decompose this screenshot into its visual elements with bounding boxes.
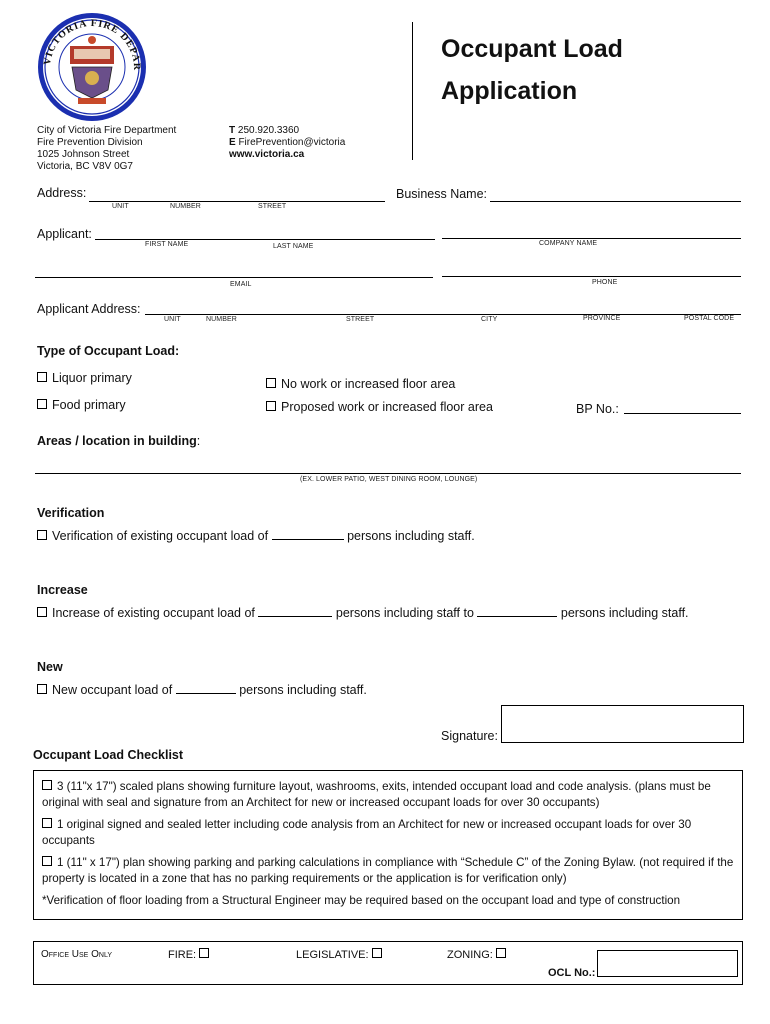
address-field[interactable] bbox=[89, 201, 385, 202]
bp-number-label: BP No.: bbox=[576, 402, 619, 416]
checklist-box bbox=[33, 770, 743, 920]
company-name-caption: COMPANY NAME bbox=[539, 240, 598, 247]
new-load-post-text: persons including staff. bbox=[239, 683, 367, 697]
no-work-option[interactable] bbox=[266, 377, 455, 391]
phone-label: T bbox=[229, 125, 236, 136]
areas-example-caption: (EX. LOWER PATIO, WEST DINING ROOM, LOUNGE) bbox=[300, 476, 478, 483]
header-divider bbox=[412, 22, 413, 160]
email-label: E bbox=[229, 137, 236, 148]
applicant-address-field[interactable] bbox=[145, 314, 741, 315]
signature-label: Signature: bbox=[441, 729, 498, 743]
new-heading: New bbox=[37, 660, 63, 674]
increase-post-text: persons including staff. bbox=[560, 606, 689, 620]
department-address bbox=[37, 125, 176, 173]
business-name-field[interactable] bbox=[490, 201, 741, 202]
increase-new-field[interactable] bbox=[477, 606, 557, 617]
signature-box[interactable] bbox=[501, 705, 744, 743]
increase-existing-field[interactable] bbox=[258, 606, 332, 617]
checkbox-icon[interactable] bbox=[42, 856, 52, 866]
office-use-label: Office Use Only bbox=[41, 949, 112, 960]
checkbox-icon[interactable] bbox=[42, 818, 52, 828]
last-name-caption: LAST NAME bbox=[273, 243, 314, 250]
phone-value: 250.920.3360 bbox=[237, 125, 300, 136]
office-zoning[interactable] bbox=[447, 948, 511, 961]
checkbox-icon[interactable] bbox=[199, 948, 209, 958]
increase-heading: Increase bbox=[37, 583, 88, 597]
verification-pre-text: Verification of existing occupant load of bbox=[52, 529, 269, 543]
address-unit-caption: UNIT bbox=[112, 203, 129, 210]
email-field[interactable] bbox=[35, 277, 433, 278]
checklist-item[interactable] bbox=[42, 817, 734, 849]
applicant-name-field[interactable] bbox=[95, 239, 435, 240]
first-name-caption: FIRST NAME bbox=[145, 241, 189, 248]
aa-postal-caption: POSTAL CODE bbox=[684, 315, 735, 322]
proposed-work-label: Proposed work or increased floor area bbox=[281, 400, 493, 414]
checkbox-icon[interactable] bbox=[496, 948, 506, 958]
areas-field[interactable] bbox=[35, 473, 741, 474]
email-value: FirePrevention@victoria bbox=[238, 137, 346, 148]
checklist-note: *Verification of floor loading from a Structural Engineer may be required based on the occupant load and type of construction bbox=[42, 894, 681, 907]
areas-heading-colon: : bbox=[196, 434, 201, 448]
increase-option[interactable] bbox=[37, 606, 689, 620]
ocl-number-label: OCL No.: bbox=[548, 967, 596, 979]
checklist-item-text: 3 (11"x 17") scaled plans showing furniture layout, washrooms, exits, intended occupant load and code analysis. (plans must be original with seal and signature from an Architect for new or increased occupant loads for over 30 occupants) bbox=[42, 780, 711, 809]
phone-caption: PHONE bbox=[592, 279, 618, 286]
aa-unit-caption: UNIT bbox=[164, 316, 181, 323]
food-primary-option[interactable] bbox=[37, 398, 126, 412]
applicant-address-label: Applicant Address: bbox=[37, 302, 141, 316]
checklist-item-text: 1 (11" x 17") plan showing parking and parking calculations in compliance with “Schedule C” of the Zoning Bylaw. (not required if the property is located in a zone that has no parking requirements or the application is for verification only) bbox=[42, 856, 734, 885]
liquor-primary-option[interactable] bbox=[37, 371, 132, 385]
checkbox-icon[interactable] bbox=[37, 684, 47, 694]
page-title bbox=[441, 28, 623, 112]
proposed-work-option[interactable] bbox=[266, 400, 493, 414]
areas-heading-text: Areas / location in building bbox=[37, 434, 197, 448]
title-line-1: Occupant Load bbox=[441, 35, 623, 63]
address-number-caption: NUMBER bbox=[170, 203, 201, 210]
checkbox-icon[interactable] bbox=[42, 780, 52, 790]
phone-field[interactable] bbox=[442, 276, 741, 277]
checkbox-icon[interactable] bbox=[37, 530, 47, 540]
increase-mid-text: persons including staff to bbox=[335, 606, 474, 620]
address-label: Address: bbox=[37, 186, 87, 200]
dept-name: City of Victoria Fire Department bbox=[37, 125, 177, 136]
office-legislative[interactable] bbox=[296, 948, 387, 961]
department-contact bbox=[229, 125, 345, 161]
email-caption: EMAIL bbox=[230, 281, 252, 288]
occupant-type-heading: Type of Occupant Load: bbox=[37, 344, 180, 358]
verification-post-text: persons including staff. bbox=[347, 529, 475, 543]
bp-number-field[interactable] bbox=[624, 413, 741, 414]
applicant-label: Applicant: bbox=[37, 227, 92, 241]
company-name-field[interactable] bbox=[442, 238, 741, 239]
liquor-primary-label: Liquor primary bbox=[52, 371, 132, 385]
business-name-label: Business Name: bbox=[396, 187, 488, 201]
checkbox-icon[interactable] bbox=[37, 372, 47, 382]
ocl-number-field[interactable] bbox=[597, 950, 738, 977]
dept-division: Fire Prevention Division bbox=[37, 137, 143, 148]
fire-department-seal bbox=[32, 12, 152, 122]
office-zoning-label: ZONING: bbox=[447, 949, 493, 961]
aa-province-caption: PROVINCE bbox=[583, 315, 621, 322]
checkbox-icon[interactable] bbox=[266, 378, 276, 388]
new-load-option[interactable] bbox=[37, 683, 367, 697]
office-legislative-label: LEGISLATIVE: bbox=[296, 949, 369, 961]
svg-text:VICTORIA FIRE DEPARTMENT: VICTORIA FIRE DEPAR bbox=[41, 17, 143, 71]
checkbox-icon[interactable] bbox=[37, 607, 47, 617]
increase-pre-text: Increase of existing occupant load of bbox=[52, 606, 255, 620]
checkbox-icon[interactable] bbox=[37, 399, 47, 409]
new-load-count-field[interactable] bbox=[176, 683, 236, 694]
checkbox-icon[interactable] bbox=[266, 401, 276, 411]
new-load-pre-text: New occupant load of bbox=[52, 683, 173, 697]
aa-number-caption: NUMBER bbox=[206, 316, 237, 323]
dept-street: 1025 Johnson Street bbox=[37, 149, 130, 160]
office-fire-label: FIRE: bbox=[168, 949, 197, 961]
verification-heading: Verification bbox=[37, 506, 105, 520]
dept-city: Victoria, BC V8V 0G7 bbox=[37, 161, 133, 172]
areas-heading bbox=[37, 434, 200, 448]
website: www.victoria.ca bbox=[229, 149, 305, 160]
verification-count-field[interactable] bbox=[272, 529, 344, 540]
title-line-2: Application bbox=[441, 77, 578, 105]
checklist-item-text: 1 original signed and sealed letter including code analysis from an Architect for new or increased occupant loads for over 30 occupants bbox=[42, 818, 692, 847]
aa-city-caption: CITY bbox=[481, 316, 498, 323]
aa-street-caption: STREET bbox=[346, 316, 375, 323]
office-fire[interactable] bbox=[168, 948, 214, 961]
checklist-item[interactable] bbox=[42, 779, 734, 811]
address-street-caption: STREET bbox=[258, 203, 287, 210]
checkbox-icon[interactable] bbox=[372, 948, 382, 958]
no-work-label: No work or increased floor area bbox=[281, 377, 456, 391]
checklist-item[interactable] bbox=[42, 855, 734, 887]
checklist-heading: Occupant Load Checklist bbox=[33, 748, 184, 762]
food-primary-label: Food primary bbox=[52, 398, 126, 412]
verification-option[interactable] bbox=[37, 529, 475, 543]
